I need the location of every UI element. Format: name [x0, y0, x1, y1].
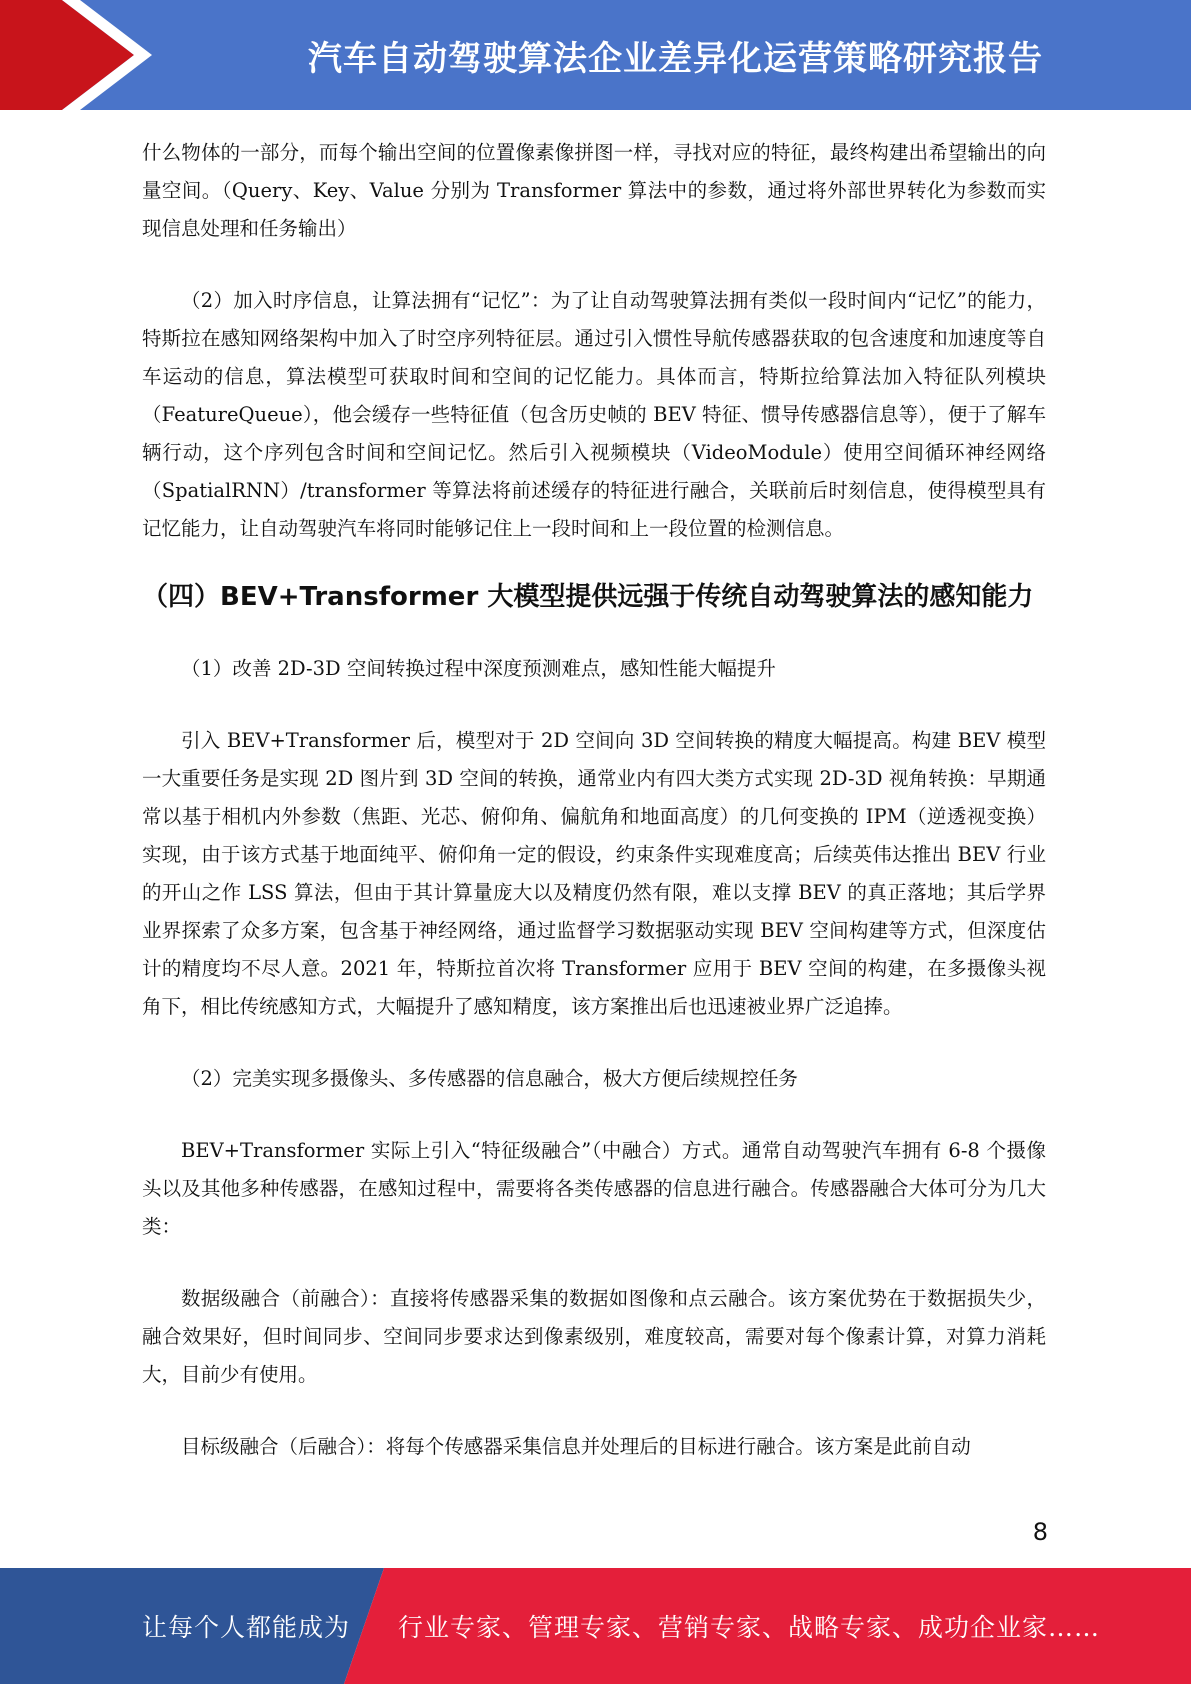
subsection-heading: （1）改善 2D-3D 空间转换过程中深度预测难点，感知性能大幅提升 [181, 657, 776, 680]
page-number: 8 [1032, 1518, 1048, 1546]
paragraph: 引入 BEV+Transformer 后，模型对于 2D 空间向 3D 空间转换的精度大幅提高。构建 BEV 模型一大重要任务是实现 2D 图片到 3D 空间的转换，通常业内有四大类方式实现 2D-3D 视角转换：早期通常以基于相机内外参数（焦距、光芯、俯仰角、偏航角和地面高度）的几何变换的 IPM（逆透视变换）实现，由于该方式基于地面纯平、俯仰角一定的假设，约束条件实现难度高；后续英伟达推出 BEV 行业的开山之作 LSS 算法，但由于其计算量庞大以及精度仍然有限，难以支撑 BEV 的真正落地；其后学界业界探索了众多方案，包含基于神经网络，通过监督学习数据驱动实现 BEV 空间构建等方式，但深度估计的精度均不尽人意。2021 年，特斯拉首次将 Transformer 应用于 BEV 空间的构建，在多摄像头视角下，相比传统感知方式，大幅提升了感知精度，该方案推出后也迅速被业界广泛追捧。 [142, 729, 1046, 1018]
section-heading: （四）BEV+Transformer 大模型提供远强于传统自动驾驶算法的感知能力 [142, 582, 1034, 612]
paragraph: 数据级融合（前融合）：直接将传感器采集的数据如图像和点云融合。该方案优势在于数据损失少，融合效果好，但时间同步、空间同步要求达到像素级别，难度较高，需要对每个像素计算，对算力消耗大，目前少有使用。 [142, 1287, 1046, 1386]
paragraph: BEV+Transformer 实际上引入“特征级融合”（中融合）方式。通常自动驾驶汽车拥有 6-8 个摄像头以及其他多种传感器，在感知过程中，需要将各类传感器的信息进行融合。传感器融合大体可分为几大类： [142, 1139, 1046, 1238]
page-header [0, 0, 1191, 110]
main-content [142, 134, 1046, 1466]
paragraph: 什么物体的一部分，而每个输出空间的位置像素像拼图一样，寻找对应的特征，最终构建出希望输出的向量空间。（Query、Key、Value 分别为 Transformer 算法中的参数，通过将外部世界转化为参数而实现信息处理和任务输出） [142, 141, 1046, 240]
footer-slogan-left: 让每个人都能成为 [142, 1613, 351, 1642]
report-title: 汽车自动驾驶算法企业差异化运营策略研究报告 [308, 38, 1043, 79]
paragraph: （2）加入时序信息，让算法拥有“记忆”：为了让自动驾驶算法拥有类似一段时间内“记忆”的能力，特斯拉在感知网络架构中加入了时空序列特征层。通过引入惯性导航传感器获取的包含速度和加速度等自车运动的信息，算法模型可获取时间和空间的记忆能力。具体而言，特斯拉给算法加入特征队列模块（FeatureQueue），他会缓存一些特征值（包含历史帧的 BEV 特征、惯导传感器信息等），便于了解车辆行动，这个序列包含时间和空间记忆。然后引入视频模块（VideoModule）使用空间循环神经网络（SpatialRNN）/transformer 等算法将前述缓存的特征进行融合，关联前后时刻信息，使得模型具有记忆能力，让自动驾驶汽车将同时能够记住上一段时间和上一段位置的检测信息。 [142, 289, 1046, 540]
page-footer [0, 1568, 1191, 1684]
header-arrow-icon [0, 0, 160, 110]
footer-slogan-right: 行业专家、管理专家、营销专家、战略专家、成功企业家…… [398, 1613, 1101, 1642]
subsection-heading: （2）完美实现多摄像头、多传感器的信息融合，极大方便后续规控任务 [181, 1067, 798, 1090]
paragraph: 目标级融合（后融合）：将每个传感器采集信息并处理后的目标进行融合。该方案是此前自动 [181, 1435, 971, 1458]
